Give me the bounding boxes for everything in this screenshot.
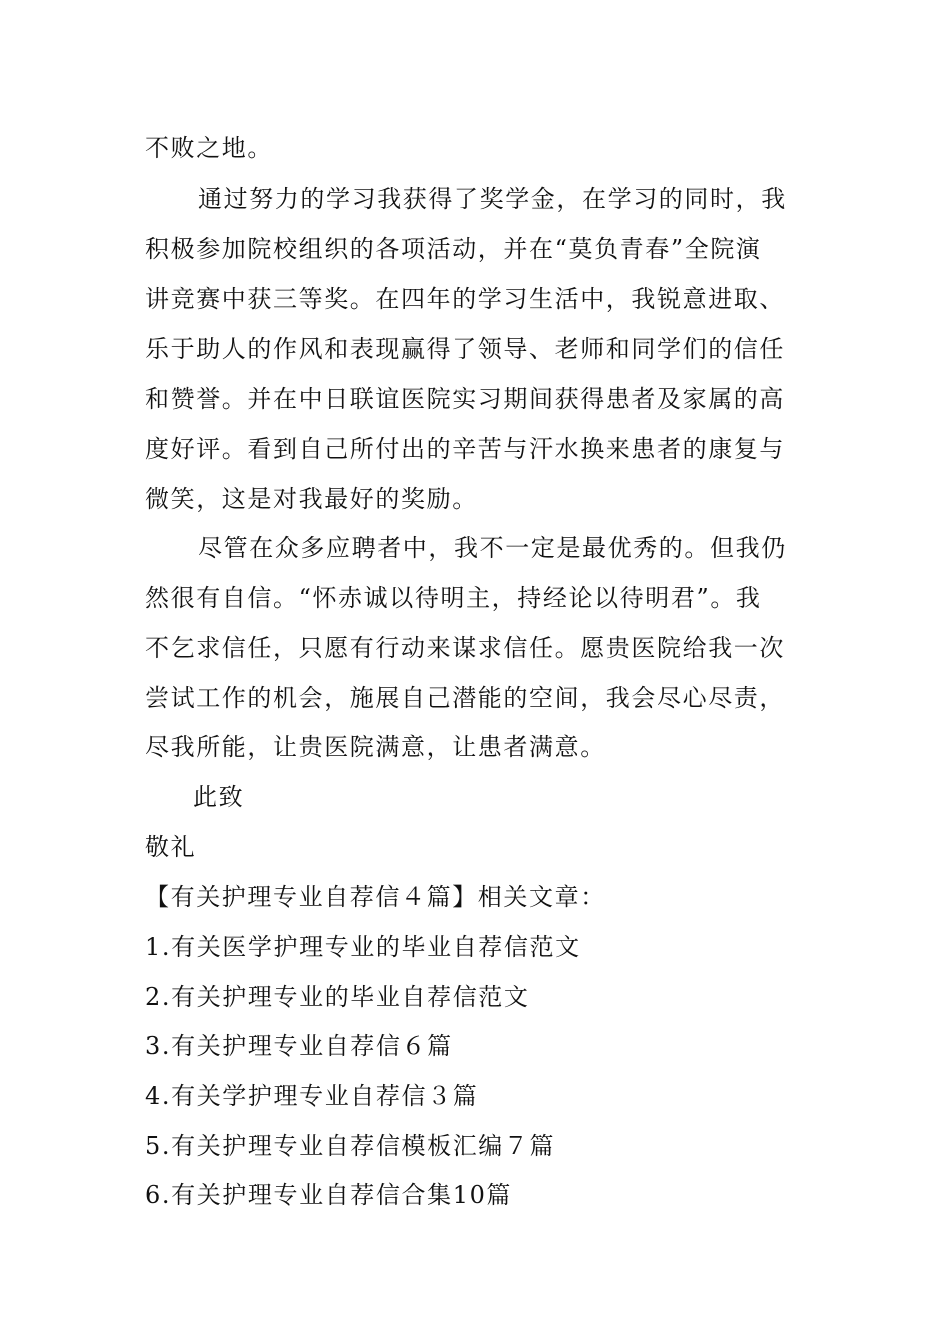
related-link-3[interactable]: 3.有关护理专业自荐信６篇 (145, 1032, 453, 1060)
paragraph-line: 讲竞赛中获三等奖。在四年的学习生活中，我锐意进取、 (145, 285, 785, 313)
related-heading: 【有关护理专业自荐信４篇】相关文章： (145, 883, 606, 911)
paragraph-line: 尽管在众多应聘者中，我不一定是最优秀的。但我仍 (198, 534, 787, 562)
related-link-6[interactable]: 6.有关护理专业自荐信合集10篇 (145, 1181, 513, 1209)
paragraph-line: 尽我所能，让贵医院满意，让患者满意。 (145, 733, 606, 761)
paragraph-line: 不败之地。 (145, 134, 273, 162)
paragraph-line: 和赞誉。并在中日联谊医院实习期间获得患者及家属的高 (145, 385, 785, 413)
paragraph-line: 积极参加院校组织的各项活动，并在“莫负青春”全院演 (145, 235, 762, 263)
paragraph-line: 通过努力的学习我获得了奖学金，在学习的同时，我 (198, 185, 787, 213)
paragraph-line: 度好评。看到自己所付出的辛苦与汗水换来患者的康复与 (145, 435, 785, 463)
closing-jingli: 敬礼 (145, 833, 197, 861)
paragraph-line: 尝试工作的机会，施展自己潜能的空间，我会尽心尽责， (145, 684, 785, 712)
closing-cizhi: 此致 (193, 783, 245, 811)
related-link-2[interactable]: 2.有关护理专业的毕业自荐信范文 (145, 983, 530, 1011)
paragraph-line: 微笑，这是对我最好的奖励。 (145, 485, 478, 513)
paragraph-line: 然很有自信。“怀赤诚以待明主，持经论以待明君”。我 (145, 584, 762, 612)
paragraph-line: 不乞求信任，只愿有行动来谋求信任。愿贵医院给我一次 (145, 634, 785, 662)
related-link-1[interactable]: 1.有关医学护理专业的毕业自荐信范文 (145, 933, 581, 961)
paragraph-line: 乐于助人的作风和表现赢得了领导、老师和同学们的信任 (145, 335, 785, 363)
related-link-5[interactable]: 5.有关护理专业自荐信模板汇编７篇 (145, 1132, 556, 1160)
related-link-4[interactable]: 4.有关学护理专业自荐信３篇 (145, 1082, 479, 1110)
